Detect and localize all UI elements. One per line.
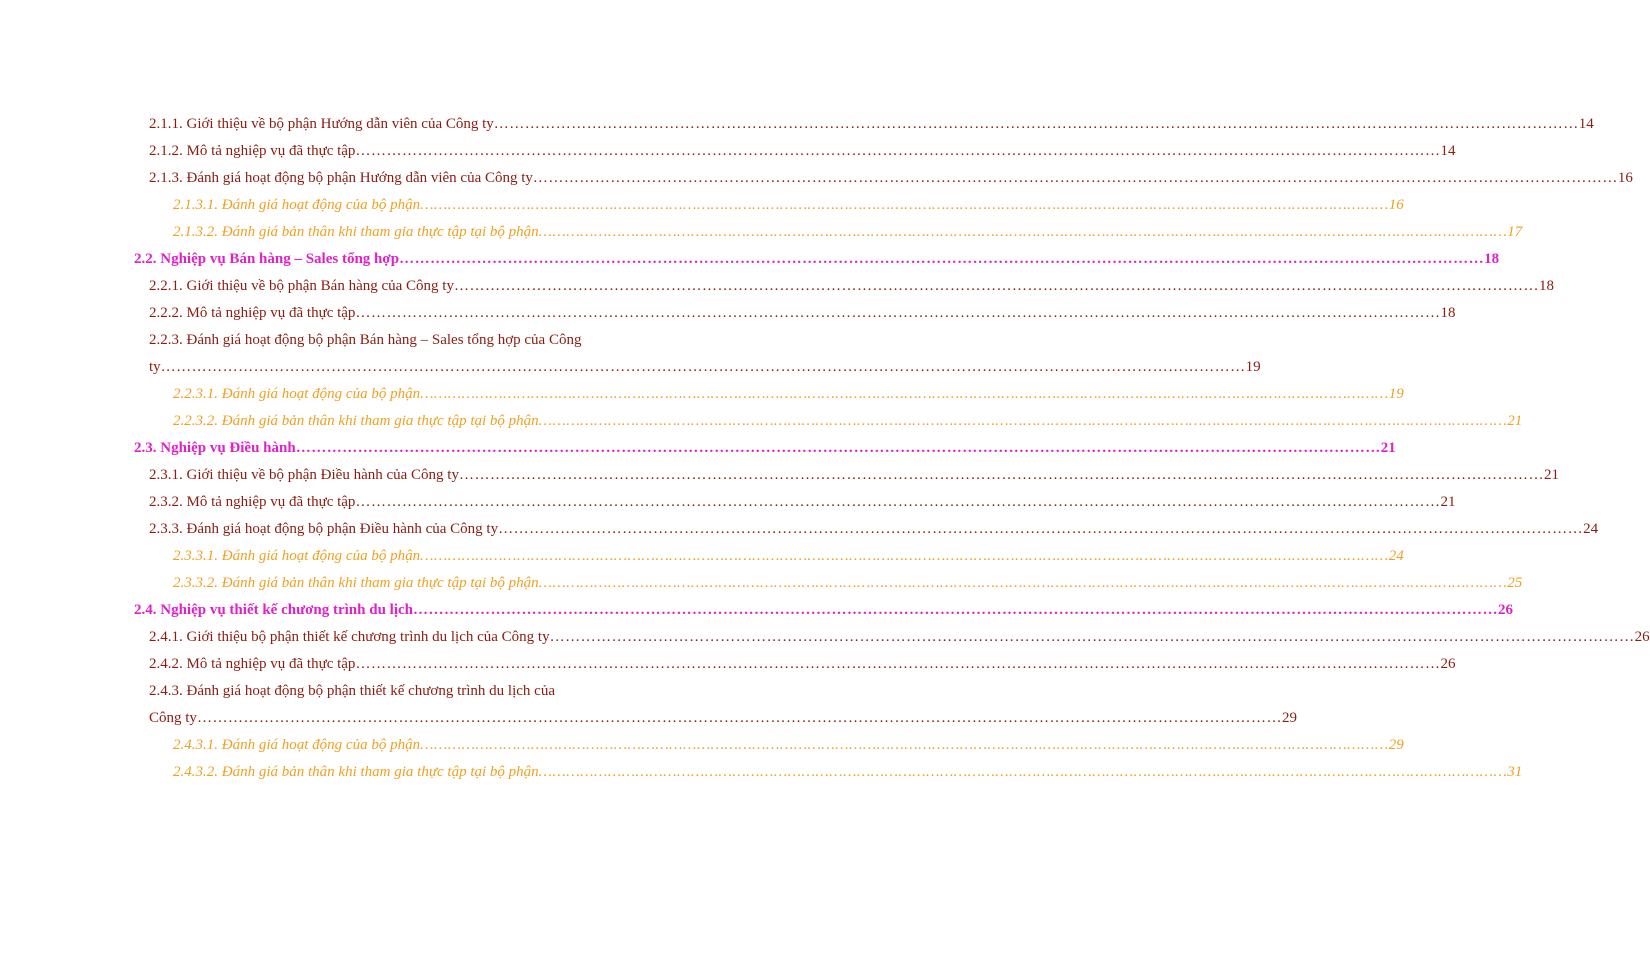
toc-entry-title-line2: ty (149, 359, 161, 375)
toc-leader-dots: ………………………………………………………………………………………………………………………………………………………………………………………… (355, 656, 1441, 672)
toc-leader-dots: ………………………………………………………………………………………………………………………………………………………………………………………… (538, 224, 1508, 240)
toc-leader-dots: ………………………………………………………………………………………………………………………………………………………………………………………… (295, 440, 1381, 456)
toc-entry-title: 2.1.3. Đánh giá hoạt động bộ phận Hướng dẫn viên của Công ty (149, 170, 533, 186)
toc-entry-title: 2.2.1. Giới thiệu về bộ phận Bán hàng của Công ty (149, 278, 454, 294)
toc-entry-title: 2.1.3.2. Đánh giá bản thân khi tham gia thực tập tại bộ phận (173, 224, 539, 240)
toc-leader-dots: ………………………………………………………………………………………………………………………………………………………………………………………… (420, 548, 1389, 564)
toc-entry-2-2-3-line1[interactable] (0, 327, 632, 354)
toc-entry-2-4-3-1[interactable] (0, 732, 1404, 759)
toc-page-number: 18 (1440, 305, 1456, 321)
toc-entry-title-line2: Công ty (149, 710, 197, 726)
table-of-contents (0, 111, 1650, 786)
toc-entry-2-4-2[interactable] (0, 651, 1456, 678)
toc-leader-dots: ………………………………………………………………………………………………………………………………………………………………………………………… (355, 494, 1441, 510)
toc-leader-dots: ………………………………………………………………………………………………………………………………………………………………………………………… (493, 116, 1579, 132)
toc-page-number: 18 (1484, 251, 1500, 267)
toc-entry-2-3-3[interactable] (0, 516, 1599, 543)
toc-page-number: 29 (1281, 710, 1297, 726)
toc-page-number: 26 (1498, 602, 1514, 618)
toc-entry-title: 2.4.3.2. Đánh giá bản thân khi tham gia thực tập tại bộ phận (173, 764, 539, 780)
toc-entry-title (149, 327, 632, 354)
toc-entry-2-3-3-2[interactable] (0, 570, 1523, 597)
toc-entry-title-line1: 2.4.3. Đánh giá hoạt động bộ phận thiết kế chương trình du lịch của (149, 683, 555, 699)
toc-entry-2-3-1[interactable] (0, 462, 1559, 489)
toc-leader-dots: ………………………………………………………………………………………………………………………………………………………………………………………… (399, 251, 1485, 267)
toc-leader-dots: ………………………………………………………………………………………………………………………………………………………………………………………… (538, 413, 1508, 429)
toc-entry-title: 2.2.3.2. Đánh giá bản thân khi tham gia thực tập tại bộ phận (173, 413, 539, 429)
toc-page-number: 24 (1583, 521, 1599, 537)
toc-entry-2-4-3-line2[interactable] (0, 705, 1297, 732)
toc-leader-dots: ………………………………………………………………………………………………………………………………………………………………………………………… (538, 575, 1508, 591)
toc-page-number: 16 (1388, 197, 1404, 213)
toc-entry-2-1-3[interactable] (0, 165, 1633, 192)
toc-leader-dots: ………………………………………………………………………………………………………………………………………………………………………………………… (160, 359, 1246, 375)
toc-leader-dots: ………………………………………………………………………………………………………………………………………………………………………………………… (355, 305, 1441, 321)
toc-entry-title: 2.2.3.1. Đánh giá hoạt động của bộ phận (173, 386, 421, 402)
toc-entry-title: 2.3. Nghiệp vụ Điều hành (134, 440, 296, 456)
toc-leader-dots: ………………………………………………………………………………………………………………………………………………………………………………………… (549, 629, 1635, 645)
toc-leader-dots: ………………………………………………………………………………………………………………………………………………………………………………………… (420, 386, 1389, 402)
toc-page-number: 21 (1380, 440, 1396, 456)
toc-entry-title: 2.3.3. Đánh giá hoạt động bộ phận Điều hành của Công ty (149, 521, 499, 537)
toc-leader-dots: ………………………………………………………………………………………………………………………………………………………………………………………… (458, 467, 1544, 483)
toc-entry-title: 2.1.2. Mô tả nghiệp vụ đã thực tập (149, 143, 356, 159)
toc-leader-dots: ………………………………………………………………………………………………………………………………………………………………………………………… (196, 710, 1282, 726)
toc-entry-2-2[interactable] (0, 246, 1500, 273)
toc-page-number: 16 (1617, 170, 1633, 186)
toc-entry-2-1-3-1[interactable] (0, 192, 1404, 219)
toc-leader-dots: ………………………………………………………………………………………………………………………………………………………………………………………… (420, 737, 1389, 753)
toc-entry-title: 2.4.2. Mô tả nghiệp vụ đã thực tập (149, 656, 356, 672)
toc-entry-2-3-2[interactable] (0, 489, 1456, 516)
toc-page-number: 31 (1507, 764, 1523, 780)
toc-entry-title: 2.2. Nghiệp vụ Bán hàng – Sales tổng hợp (134, 251, 400, 267)
toc-entry-2-2-1[interactable] (0, 273, 1554, 300)
toc-entry-title: 2.4.3.1. Đánh giá hoạt động của bộ phận (173, 737, 421, 753)
toc-entry-title: 2.3.2. Mô tả nghiệp vụ đã thực tập (149, 494, 356, 510)
toc-leader-dots: ………………………………………………………………………………………………………………………………………………………………………………………… (453, 278, 1539, 294)
toc-page-number: 29 (1388, 737, 1404, 753)
toc-page-number: 21 (1440, 494, 1456, 510)
toc-entry-2-2-2[interactable] (0, 300, 1456, 327)
toc-entry-title: 2.3.1. Giới thiệu về bộ phận Điều hành của Công ty (149, 467, 459, 483)
toc-entry-title-line1: 2.2.3. Đánh giá hoạt động bộ phận Bán hàng – Sales tổng hợp của Công (149, 332, 582, 348)
toc-page-number: 26 (1634, 629, 1650, 645)
toc-entry-title (149, 678, 632, 705)
toc-page-number: 21 (1543, 467, 1559, 483)
toc-entry-title: 2.4.1. Giới thiệu bộ phận thiết kế chương trình du lịch của Công ty (149, 629, 550, 645)
toc-leader-dots: ………………………………………………………………………………………………………………………………………………………………………………………… (538, 764, 1508, 780)
toc-entry-2-4-3-2[interactable] (0, 759, 1523, 786)
toc-page-number: 21 (1507, 413, 1523, 429)
toc-entry-2-2-3-line2[interactable] (0, 354, 1261, 381)
toc-entry-title: 2.3.3.2. Đánh giá bản thân khi tham gia thực tập tại bộ phận (173, 575, 539, 591)
toc-entry-2-2-3-1[interactable] (0, 381, 1404, 408)
toc-entry-title: 2.1.1. Giới thiệu về bộ phận Hướng dẫn viên của Công ty (149, 116, 494, 132)
toc-entry-title: 2.2.2. Mô tả nghiệp vụ đã thực tập (149, 305, 356, 321)
toc-page-number: 18 (1538, 278, 1554, 294)
toc-page-number: 19 (1388, 386, 1404, 402)
toc-leader-dots: ………………………………………………………………………………………………………………………………………………………………………………………… (532, 170, 1618, 186)
toc-leader-dots: ………………………………………………………………………………………………………………………………………………………………………………………… (498, 521, 1584, 537)
toc-entry-title: 2.3.3.1. Đánh giá hoạt động của bộ phận (173, 548, 421, 564)
toc-entry-2-4-3-line1[interactable] (0, 678, 632, 705)
toc-page-number: 19 (1245, 359, 1261, 375)
toc-page-number: 17 (1507, 224, 1523, 240)
toc-entry-2-4-1[interactable] (0, 624, 1650, 651)
toc-page-number: 14 (1578, 116, 1594, 132)
toc-leader-dots: ………………………………………………………………………………………………………………………………………………………………………………………… (413, 602, 1499, 618)
toc-entry-2-1-1[interactable] (0, 111, 1594, 138)
toc-entry-2-1-2[interactable] (0, 138, 1456, 165)
toc-entry-2-4[interactable] (0, 597, 1514, 624)
toc-leader-dots: ………………………………………………………………………………………………………………………………………………………………………………………… (355, 143, 1441, 159)
toc-entry-title: 2.4. Nghiệp vụ thiết kế chương trình du lịch (134, 602, 414, 618)
toc-entry-2-3-3-1[interactable] (0, 543, 1404, 570)
toc-page-number: 26 (1440, 656, 1456, 672)
toc-leader-dots: ………………………………………………………………………………………………………………………………………………………………………………………… (420, 197, 1389, 213)
toc-entry-title: 2.1.3.1. Đánh giá hoạt động của bộ phận (173, 197, 421, 213)
toc-entry-2-1-3-2[interactable] (0, 219, 1523, 246)
toc-entry-2-3[interactable] (0, 435, 1396, 462)
toc-page-number: 24 (1388, 548, 1404, 564)
toc-page-number: 25 (1507, 575, 1523, 591)
toc-entry-2-2-3-2[interactable] (0, 408, 1523, 435)
toc-page-number: 14 (1440, 143, 1456, 159)
